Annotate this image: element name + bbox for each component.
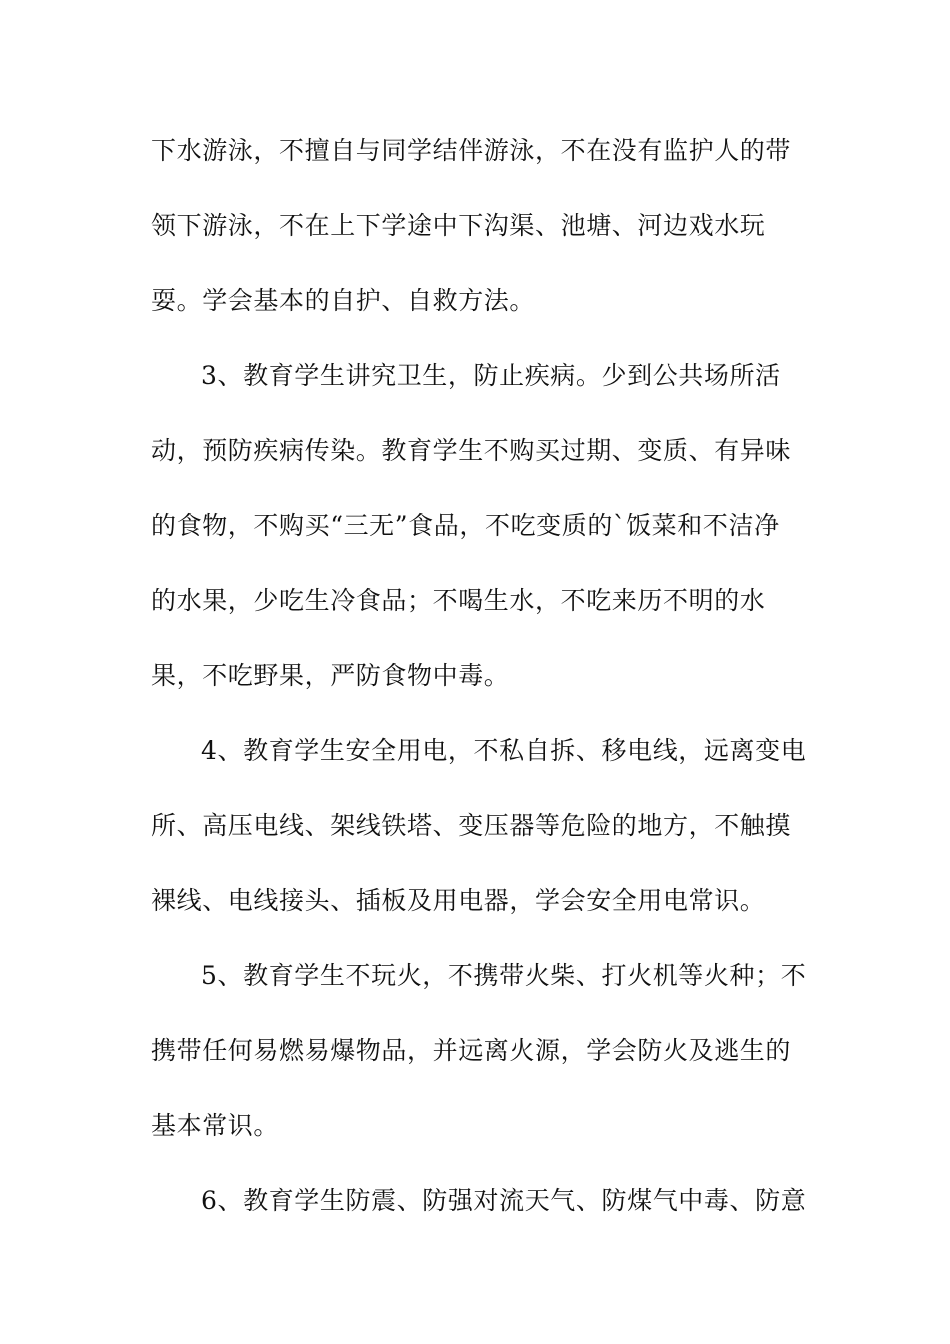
text-line-5: 动，预防疾病传染。教育学生不购买过期、变质、有异味: [151, 436, 792, 465]
paragraph-3-start: 3、教育学生讲究卫生，防止疾病。少到公共场所活: [201, 361, 781, 390]
text-line-7: 的水果，少吃生冷食品；不喝生水，不吃来历不明的水: [151, 586, 766, 615]
text-line-14: 基本常识。: [151, 1111, 280, 1140]
text-line-13: 携带任何易燃易爆物品，并远离火源，学会防火及逃生的: [151, 1036, 792, 1065]
text-line-8: 果，不吃野果，严防食物中毒。: [151, 661, 510, 690]
text-line-1: 下水游泳，不擅自与同学结伴游泳，不在没有监护人的带: [151, 136, 792, 165]
text-line-11: 裸线、电线接头、插板及用电器，学会安全用电常识。: [151, 886, 766, 915]
text-line-2: 领下游泳，不在上下学途中下沟渠、池塘、河边戏水玩: [151, 211, 766, 240]
text-line-6: 的食物，不购买“三无”食品，不吃变质的`饭菜和不洁净: [151, 511, 780, 540]
paragraph-5-start: 5、教育学生不玩火，不携带火柴、打火机等火种；不: [201, 961, 807, 990]
paragraph-6-start: 6、教育学生防震、防强对流天气、防煤气中毒、防意: [201, 1186, 807, 1215]
paragraph-4-start: 4、教育学生安全用电，不私自拆、移电线，远离变电: [201, 736, 807, 765]
text-line-10: 所、高压电线、架线铁塔、变压器等危险的地方，不触摸: [151, 811, 792, 840]
text-line-3: 耍。学会基本的自护、自救方法。: [151, 286, 536, 315]
